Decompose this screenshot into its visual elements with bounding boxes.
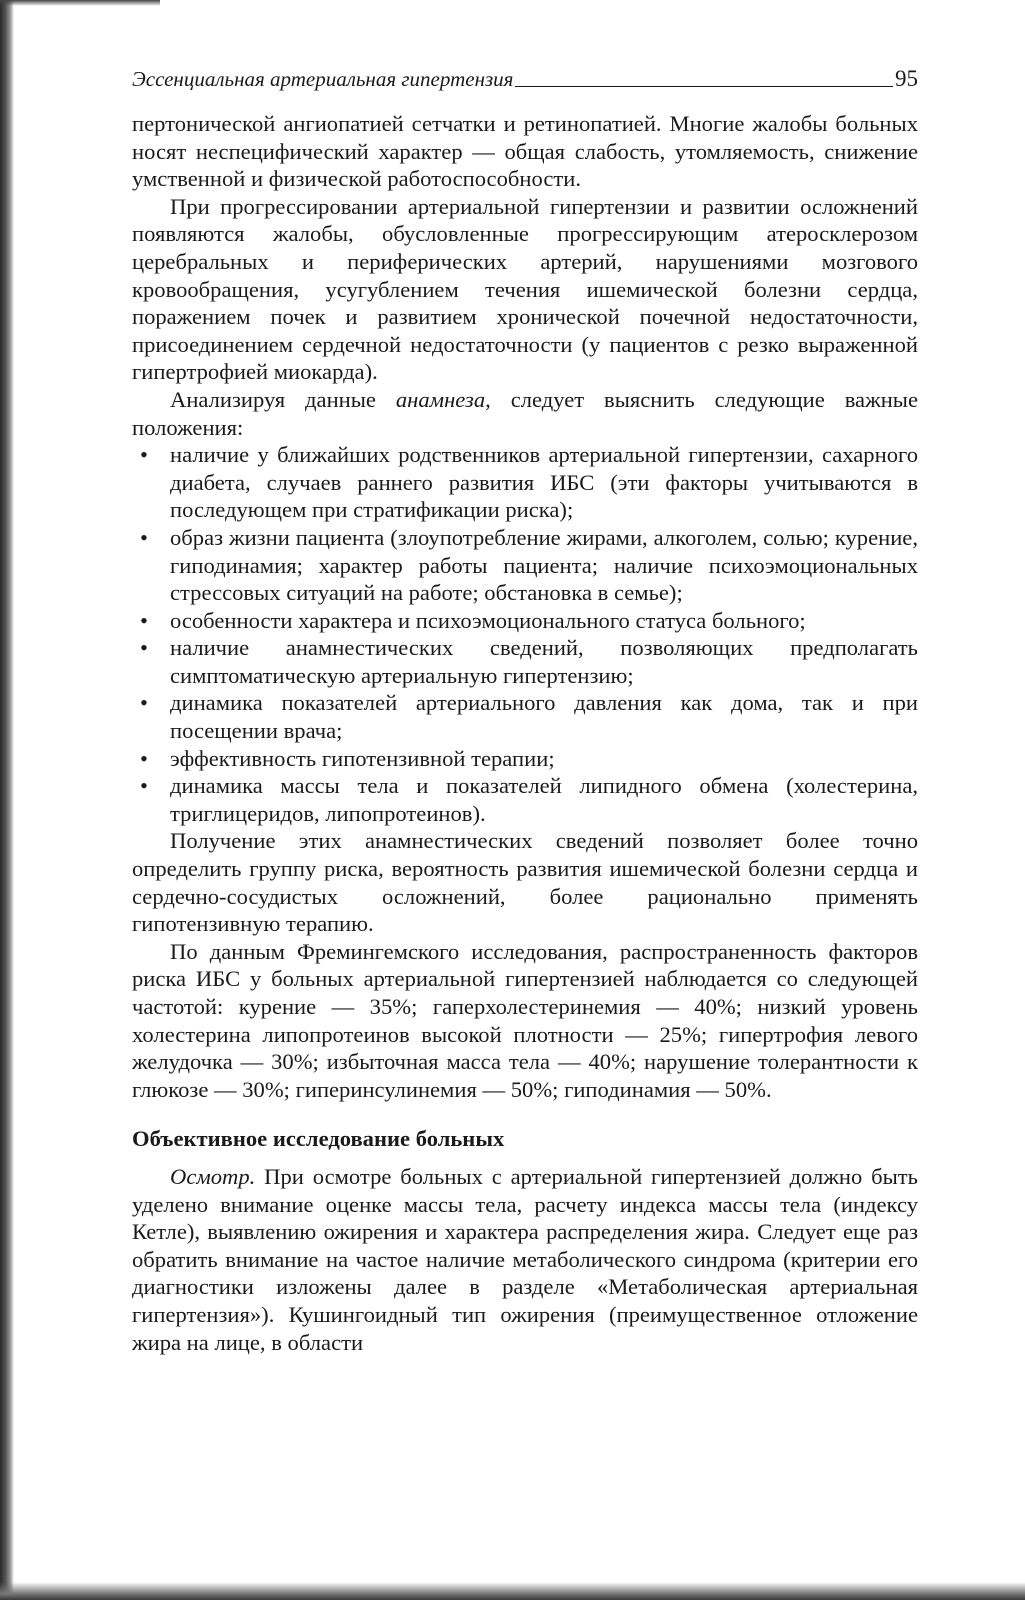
list-item (132, 524, 918, 607)
paragraph-risk-group: Получение этих анамнестических сведений позволяет более точно определить группу риска, вероятность развития ишемической болезни сердца и сердечно-сосудистых осложнений, более рационально применять гипотензивную терапию. (132, 828, 918, 937)
anamnesis-intro-start: Анализируя данные (170, 386, 396, 412)
examination-term: Осмотр. (170, 1163, 256, 1189)
bullet-icon: • (140, 442, 148, 468)
list-item-text: динамика показателей артериального давления как дома, так и при посещении врача; (170, 690, 918, 744)
page-number: 95 (895, 66, 918, 91)
anamnesis-intro-end: следует выяснить следующие важные положения: (132, 386, 918, 440)
running-header (132, 58, 918, 92)
bullet-icon: • (140, 607, 148, 633)
list-item-text: образ жизни пациента (злоупотребление жирами, алкоголем, солью; курение, гиподинамия; характер работы пациента; наличие психоэмоциональных стрессовых ситуаций на работе; обстановка в семье); (170, 524, 918, 606)
scan-shadow-left (0, 0, 14, 1600)
list-item-text: эффективность гипотензивной терапии; (170, 745, 555, 771)
bullet-icon: • (140, 773, 148, 799)
list-item (132, 689, 918, 744)
examination-text: При осмотре больных с артериальной гипертензией должно быть уделено внимание оценке массы тела, расчету индекса массы тела (индексу Кетле), выявлению ожирения и характера распределения жира. Следует еще раз обратить внимание на частое наличие метаболического синдрома (критерии его диагностики изложены далее в разделе «Метаболическая артериальная гипертензия»). Кушингоидный тип ожирения (преимущественное отложение жира на лице, в области (132, 1163, 918, 1355)
anamnesis-term: анамнеза, (395, 386, 491, 412)
list-item (132, 634, 918, 689)
header-rule (515, 86, 893, 87)
paragraph-framingham: По данным Фремингемского исследования, распространенность факторов риска ИБС у больных артериальной гипертензией наблюдается со следующей частотой: курение — 35%; гаперхолестеринемия — 40%; низкий уровень холестерина липопротеинов высокой плотности — 25%; гипертрофия левого желудочка — 30%; избыточная масса тела — 40%; нарушение толерантности к глюкозе — 30%; гиперинсулинемия — 50%; гиподинамия — 50%. (132, 938, 918, 1102)
scan-shadow-top (0, 0, 160, 6)
list-item (132, 745, 918, 773)
book-page (132, 58, 918, 1356)
running-title: Эссенциальная артериальная гипертензия (132, 67, 514, 91)
bullet-icon: • (140, 524, 148, 550)
list-item-text: наличие у ближайших родственников артериальной гипертензии, сахарного диабета, случаев раннего развития ИБС (эти факторы учитываются в последующем при стратификации риска); (170, 442, 918, 523)
list-item (132, 607, 918, 635)
anamnesis-bullet-list (132, 441, 918, 827)
section-heading: Объективное исследование больных (132, 1126, 505, 1152)
list-item-text: особенности характера и психоэмоционального статуса больного; (170, 607, 806, 633)
bullet-icon: • (140, 635, 148, 661)
scan-shadow-bottom (0, 1582, 1025, 1600)
bullet-icon: • (140, 690, 148, 716)
list-item-text: наличие анамнестических сведений, позволяющих предполагать симптоматическую артериальную гипертензию; (170, 635, 918, 688)
paragraph-complications: При прогрессировании артериальной гипертензии и развитии осложнений появляются жалобы, обусловленные прогрессирующим атеросклерозом церебральных и периферических артерий, нарушениями мозгового кровообращения, усугублением течения ишемической болезни сердца, поражением почек и развитием хронической почечной недостаточности, присоединением сердечной недостаточности (у пациентов с резко выраженной гипертрофией миокарда). (132, 193, 918, 385)
paragraph-continued: пертонической ангиопатией сетчатки и ретинопатией. Многие жалобы больных носят неспецифический характер — общая слабость, утомляемость, снижение умственной и физической работоспособности. (132, 111, 918, 192)
list-item (132, 441, 918, 524)
paragraph-examination (132, 1163, 918, 1356)
list-item (132, 772, 918, 827)
bullet-icon: • (140, 745, 148, 771)
body-text (132, 110, 918, 1356)
list-item-text: динамика массы тела и показателей липидного обмена (холестерина, триглицеридов, липопротеинов). (170, 773, 918, 826)
paragraph-anamnesis-intro (132, 386, 918, 441)
